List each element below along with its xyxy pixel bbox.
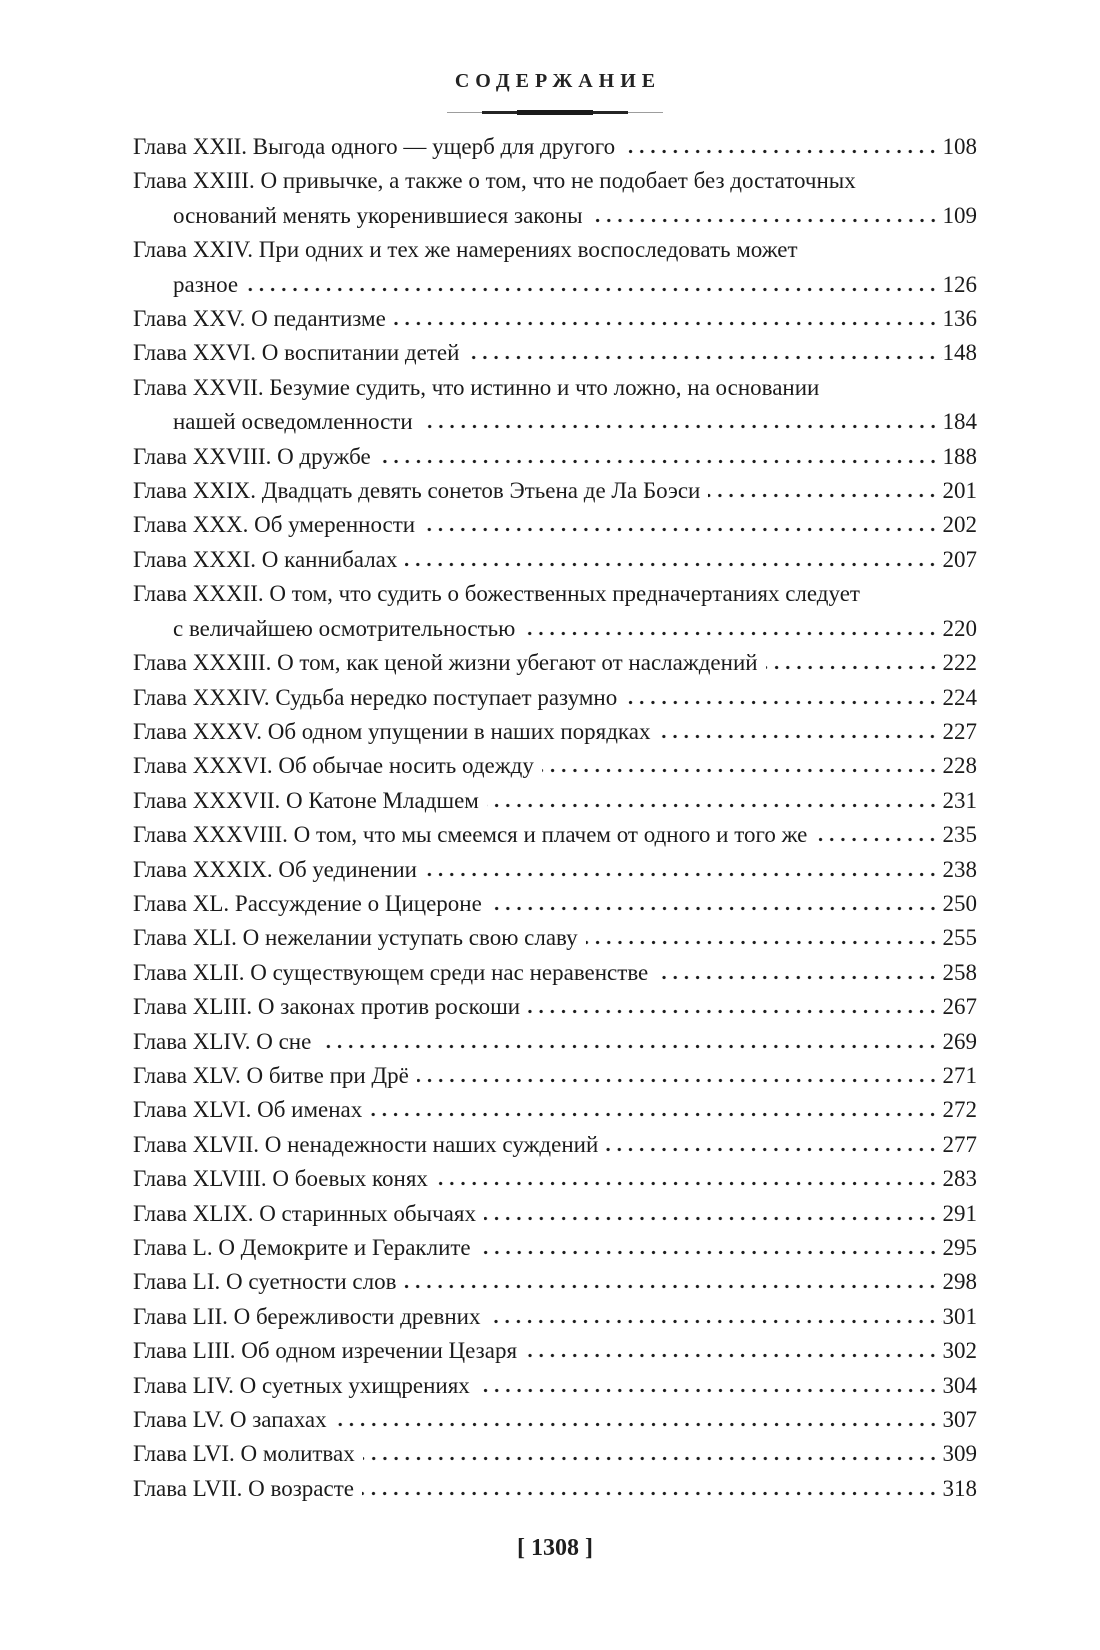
- toc-entry-line: [133, 130, 977, 164]
- toc-page-number: 220: [942, 615, 977, 641]
- toc-entry-line: [133, 1437, 977, 1471]
- toc-page-number: 227: [942, 718, 977, 744]
- toc-page-number: 267: [942, 994, 977, 1020]
- toc-entry-line: [133, 853, 977, 887]
- dot-leader: [370, 1112, 941, 1117]
- toc-page-number: 136: [942, 306, 977, 332]
- toc-page-number: 318: [942, 1475, 977, 1501]
- toc-entry-title-line: Глава XXIV. При одних и тех же намерениях воспоследовать может: [133, 237, 798, 263]
- dot-leader: [363, 1456, 942, 1461]
- toc-page-number: 309: [942, 1441, 977, 1467]
- toc-entry: [133, 371, 977, 440]
- toc-entry-title: Глава XXXI. О каннибалах: [133, 546, 398, 572]
- toc-entry-title-line: Глава XXIII. О привычке, а также о том, что не подобает без достаточных: [133, 168, 856, 194]
- toc-page-number: 148: [942, 340, 977, 366]
- toc-entry: [133, 818, 977, 852]
- toc-entry-line: [133, 1059, 977, 1093]
- dot-leader: [319, 1044, 941, 1049]
- toc-entry-title: Глава XL. Рассуждение о Цицероне: [133, 890, 482, 916]
- toc-entry-line: [133, 405, 977, 439]
- toc-page-number: 255: [942, 925, 977, 951]
- toc-entry-line: [133, 1334, 977, 1368]
- page-footer: [133, 1535, 977, 1562]
- toc-page-number: 304: [942, 1372, 977, 1398]
- toc-entry-line: [133, 302, 977, 336]
- dot-leader: [436, 1181, 942, 1186]
- dot-leader: [417, 1078, 942, 1083]
- toc-entry: [133, 1059, 977, 1093]
- toc-entry-line: [133, 818, 977, 852]
- toc-page-number: 271: [942, 1062, 977, 1088]
- dot-leader: [484, 1216, 942, 1221]
- toc-entry: [133, 1334, 977, 1368]
- toc-entry-line: [133, 1025, 977, 1059]
- toc-entry: [133, 715, 977, 749]
- toc-entry-line: [133, 1403, 977, 1437]
- dot-leader: [708, 493, 941, 498]
- toc-entry-title-line: Глава XXVII. Безумие судить, что истинно и что ложно, на основании: [133, 374, 820, 400]
- toc-entry: [133, 1265, 977, 1299]
- toc-entry-title: нашей осведомленности: [173, 409, 413, 435]
- toc-entry-line: [133, 1128, 977, 1162]
- dot-leader: [488, 1319, 941, 1324]
- dot-leader: [335, 1422, 942, 1427]
- toc-entry-title: Глава XLIII. О законах против роскоши: [133, 994, 521, 1020]
- dot-leader: [525, 1353, 941, 1358]
- toc-page-number: 258: [942, 959, 977, 985]
- ornament-rule: [133, 110, 977, 115]
- dot-leader: [246, 287, 941, 292]
- toc-entry: [133, 1369, 977, 1403]
- toc-entry: [133, 440, 977, 474]
- toc-entry-line: [133, 336, 977, 370]
- toc-entry-line: [133, 715, 977, 749]
- dot-leader: [362, 1491, 942, 1496]
- toc-entry: [133, 543, 977, 577]
- toc-entry-title: Глава XXVI. О воспитании детей: [133, 340, 460, 366]
- page-number: [ 1308 ]: [517, 1535, 593, 1561]
- toc-entry-title: Глава XXV. О педантизме: [133, 306, 386, 332]
- toc-page-number: 298: [942, 1269, 977, 1295]
- toc-entry-title: Глава XLII. О существующем среди нас неравенстве: [133, 959, 649, 985]
- toc-entry: [133, 887, 977, 921]
- dot-leader: [766, 665, 942, 670]
- toc-entry: [133, 164, 977, 233]
- dot-leader: [542, 768, 942, 773]
- page-title: СОДЕРЖАНИЕ: [454, 70, 662, 92]
- toc-entry-title: Глава XLV. О битве при Дрё: [133, 1062, 409, 1088]
- toc-entry-line: [133, 887, 977, 921]
- toc-entry-line: [133, 268, 977, 302]
- toc-page-number: 272: [942, 1097, 977, 1123]
- toc-entry: [133, 1162, 977, 1196]
- dot-leader: [478, 1388, 942, 1393]
- toc-entry-title: Глава XLIX. О старинных обычаях: [133, 1200, 476, 1226]
- dot-leader: [467, 355, 941, 360]
- dot-leader: [815, 837, 941, 842]
- toc-entry-line: [133, 1300, 977, 1334]
- dot-leader: [656, 975, 941, 980]
- toc-entry-title: Глава LIV. О суетных ухищрениях: [133, 1372, 470, 1398]
- toc-entry: [133, 1472, 977, 1506]
- dot-leader: [591, 218, 942, 223]
- toc-entry-line: [133, 1231, 977, 1265]
- toc-entry: [133, 784, 977, 818]
- toc-entry-title: Глава XXXV. Об одном упущении в наших порядках: [133, 718, 651, 744]
- toc-list: [133, 130, 977, 1506]
- toc-page-number: 238: [942, 856, 977, 882]
- toc-entry: [133, 1403, 977, 1437]
- toc-page-number: 228: [942, 753, 977, 779]
- dot-leader: [625, 700, 941, 705]
- toc-entry-line: [133, 1197, 977, 1231]
- toc-entry-line: [133, 612, 977, 646]
- toc-entry-title-line: Глава XXXII. О том, что судить о божественных предначертаниях следует: [133, 581, 860, 607]
- toc-entry-title: Глава XLVIII. О боевых конях: [133, 1166, 428, 1192]
- toc-entry-line: [133, 543, 977, 577]
- dot-leader: [523, 631, 941, 636]
- dot-leader: [528, 1009, 941, 1014]
- toc-entry-title: Глава XLI. О нежелании уступать свою славу: [133, 925, 578, 951]
- toc-entry-title: Глава XXXVI. Об обычае носить одежду: [133, 753, 534, 779]
- toc-page-number: 291: [942, 1200, 977, 1226]
- toc-entry-line: [133, 199, 977, 233]
- toc-page-number: 222: [942, 650, 977, 676]
- dot-leader: [586, 940, 942, 945]
- toc-page-number: 269: [942, 1028, 977, 1054]
- toc-entry: [133, 1437, 977, 1471]
- dot-leader: [479, 1250, 942, 1255]
- toc-entry-title: Глава LI. О суетности слов: [133, 1269, 397, 1295]
- toc-entry-line: [133, 440, 977, 474]
- toc-entry-line: [133, 1265, 977, 1299]
- toc-entry-title: Глава XLVII. О ненадежности наших суждений: [133, 1131, 599, 1157]
- dot-leader: [379, 459, 942, 464]
- toc-entry-title: оснований менять укоренившиеся законы: [173, 202, 583, 228]
- dot-leader: [404, 1284, 941, 1289]
- toc-entry: [133, 1197, 977, 1231]
- toc-entry-line: [133, 921, 977, 955]
- dot-leader: [421, 424, 942, 429]
- toc-entry: [133, 1300, 977, 1334]
- toc-entry: [133, 130, 977, 164]
- toc-entry: [133, 990, 977, 1024]
- toc-page-number: 224: [942, 684, 977, 710]
- toc-page-number: 109: [942, 202, 977, 228]
- toc-entry-title: Глава XLIV. О сне: [133, 1028, 312, 1054]
- toc-entry-title: разное: [173, 271, 239, 297]
- dot-leader: [425, 872, 942, 877]
- toc-page-number: 307: [942, 1407, 977, 1433]
- toc-page-number: 302: [942, 1338, 977, 1364]
- toc-entry: [133, 1128, 977, 1162]
- toc-entry-line: [133, 646, 977, 680]
- toc-entry-line: [133, 784, 977, 818]
- toc-entry-title: Глава L. О Демокрите и Гераклите: [133, 1235, 471, 1260]
- toc-page-number: 250: [942, 890, 977, 916]
- toc-entry: [133, 474, 977, 508]
- toc-entry-line: [133, 508, 977, 542]
- toc-entry: [133, 1025, 977, 1059]
- toc-entry-title: Глава XXII. Выгода одного — ущерб для другого: [133, 134, 616, 159]
- dot-leader: [490, 906, 942, 911]
- dot-leader: [623, 149, 941, 154]
- toc-page-number: 108: [942, 134, 977, 159]
- toc-entry-title: Глава XXXVIII. О том, что мы смеемся и плачем от одного и того же: [133, 822, 808, 848]
- toc-entry: [133, 1093, 977, 1127]
- toc-page-number: 277: [942, 1131, 977, 1157]
- toc-page-number: 301: [942, 1303, 977, 1329]
- toc-entry-title: Глава XXX. Об умеренности: [133, 512, 416, 538]
- toc-entry-title: Глава LIII. Об одном изречении Цезаря: [133, 1338, 518, 1364]
- toc-entry-line: [133, 1093, 977, 1127]
- toc-entry: [133, 681, 977, 715]
- toc-entry-title: Глава XLVI. Об именах: [133, 1097, 363, 1123]
- toc-entry: [133, 921, 977, 955]
- toc-page-number: 295: [942, 1235, 977, 1260]
- toc-entry-title: Глава LVII. О возрасте: [133, 1475, 354, 1501]
- toc-entry-line: [133, 474, 977, 508]
- toc-entry-line: [133, 1369, 977, 1403]
- page-header: [133, 70, 977, 93]
- toc-entry-title: Глава LII. О бережливости древних: [133, 1303, 481, 1329]
- toc-entry: [133, 336, 977, 370]
- toc-entry: [133, 646, 977, 680]
- toc-entry-line: [133, 681, 977, 715]
- toc-page-number: 207: [942, 546, 977, 572]
- toc-entry-line: [133, 1162, 977, 1196]
- ornament-rule-thick: [517, 110, 593, 115]
- toc-entry: [133, 853, 977, 887]
- dot-leader: [394, 321, 942, 326]
- toc-entry-title: Глава XXXIX. Об уединении: [133, 856, 417, 882]
- toc-entry: [133, 233, 977, 302]
- toc-page-number: 201: [942, 478, 977, 504]
- toc-page-number: 126: [942, 271, 977, 297]
- toc-entry-line: [133, 1472, 977, 1506]
- toc-entry: [133, 956, 977, 990]
- toc-entry-title: Глава XXXIV. Судьба нередко поступает разумно: [133, 684, 618, 710]
- toc-entry: [133, 1231, 977, 1265]
- toc-page-number: 188: [942, 443, 977, 469]
- toc-entry-title: Глава XXXVII. О Катоне Младшем: [133, 787, 479, 813]
- dot-leader: [487, 803, 942, 808]
- toc-entry-title: Глава LVI. О молитвах: [133, 1441, 355, 1467]
- toc-entry-line: [133, 990, 977, 1024]
- toc-entry-title: Глава XXVIII. О дружбе: [133, 443, 371, 469]
- toc-entry: [133, 302, 977, 336]
- dot-leader: [606, 1147, 941, 1152]
- toc-entry-line: [133, 956, 977, 990]
- toc-entry-title: с величайшею осмотрительностью: [173, 615, 516, 641]
- toc-page-number: 235: [942, 822, 977, 848]
- toc-entry-title: Глава LV. О запахах: [133, 1407, 327, 1433]
- toc-page-number: 202: [942, 512, 977, 538]
- dot-leader: [658, 734, 941, 739]
- toc-page-number: 283: [942, 1166, 977, 1192]
- toc-page-number: 184: [942, 409, 977, 435]
- toc-page-number: 231: [942, 787, 977, 813]
- dot-leader: [405, 562, 941, 567]
- toc-entry-title: Глава XXIX. Двадцать девять сонетов Этьена де Ла Боэси: [133, 478, 701, 504]
- toc-entry: [133, 577, 977, 646]
- toc-entry-title: Глава XXXIII. О том, как ценой жизни убегают от наслаждений: [133, 650, 758, 676]
- toc-entry-line: [133, 749, 977, 783]
- dot-leader: [423, 527, 941, 532]
- toc-entry: [133, 508, 977, 542]
- toc-entry: [133, 749, 977, 783]
